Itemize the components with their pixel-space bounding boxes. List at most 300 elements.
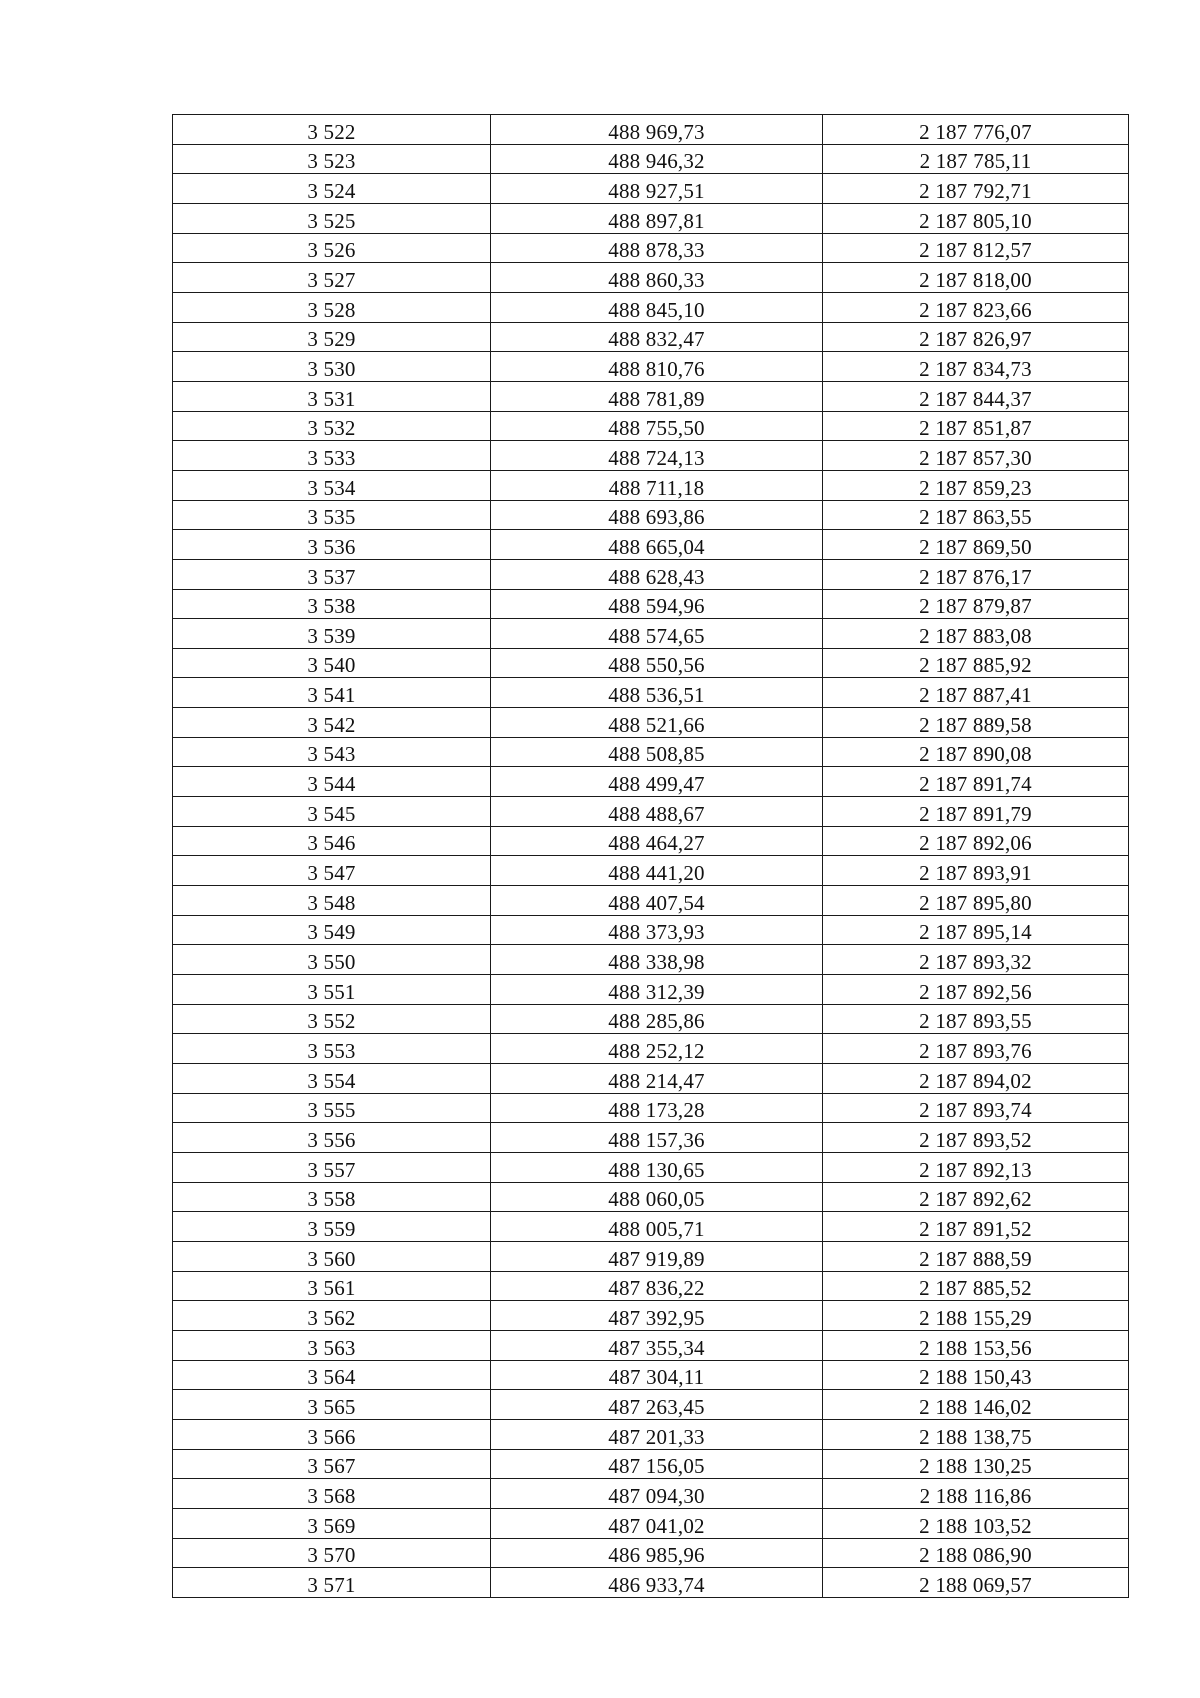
- x-coordinate-cell: [491, 322, 823, 352]
- cell-text: 3 555: [307, 1098, 356, 1123]
- table-row: [173, 1271, 1129, 1301]
- y-coordinate-cell: [823, 144, 1129, 174]
- x-coordinate-cell: [491, 1419, 823, 1449]
- cell-text: 2 188 155,29: [919, 1305, 1032, 1330]
- table-row: [173, 1212, 1129, 1242]
- cell-text: 2 187 893,91: [919, 861, 1032, 886]
- cell-text: 3 534: [307, 475, 356, 500]
- cell-text: 3 567: [307, 1454, 356, 1479]
- point-number-cell: [173, 856, 491, 886]
- cell-text: 3 565: [307, 1394, 356, 1419]
- table-row: [173, 441, 1129, 471]
- table-row: [173, 1419, 1129, 1449]
- cell-text: 488 407,54: [608, 890, 705, 915]
- y-coordinate-cell: [823, 500, 1129, 530]
- y-coordinate-cell: [823, 886, 1129, 916]
- point-number-cell: [173, 263, 491, 293]
- cell-text: 488 550,56: [608, 653, 705, 678]
- table-row: [173, 1123, 1129, 1153]
- point-number-cell: [173, 1390, 491, 1420]
- x-coordinate-cell: [491, 1182, 823, 1212]
- cell-text: 486 985,96: [608, 1543, 705, 1568]
- table-row: [173, 203, 1129, 233]
- x-coordinate-cell: [491, 1034, 823, 1064]
- y-coordinate-cell: [823, 856, 1129, 886]
- cell-text: 2 187 887,41: [919, 683, 1032, 708]
- cell-text: 3 537: [307, 564, 356, 589]
- y-coordinate-cell: [823, 619, 1129, 649]
- cell-text: 3 529: [307, 327, 356, 352]
- cell-text: 487 355,34: [608, 1335, 705, 1360]
- x-coordinate-cell: [491, 797, 823, 827]
- cell-text: 2 187 863,55: [919, 505, 1032, 530]
- cell-text: 2 187 892,56: [919, 979, 1032, 1004]
- cell-text: 487 919,89: [608, 1246, 705, 1271]
- y-coordinate-cell: [823, 1182, 1129, 1212]
- cell-text: 3 566: [307, 1424, 356, 1449]
- point-number-cell: [173, 1034, 491, 1064]
- cell-text: 2 187 826,97: [919, 327, 1032, 352]
- cell-text: 2 187 883,08: [919, 623, 1032, 648]
- table-row: [173, 352, 1129, 382]
- y-coordinate-cell: [823, 115, 1129, 145]
- table-row: [173, 263, 1129, 293]
- cell-text: 2 187 890,08: [919, 742, 1032, 767]
- cell-text: 488 594,96: [608, 594, 705, 619]
- cell-text: 3 543: [307, 742, 356, 767]
- cell-text: 488 488,67: [608, 801, 705, 826]
- cell-text: 488 060,05: [608, 1187, 705, 1212]
- cell-text: 488 373,93: [608, 920, 705, 945]
- cell-text: 3 526: [307, 238, 356, 263]
- y-coordinate-cell: [823, 1508, 1129, 1538]
- y-coordinate-cell: [823, 1241, 1129, 1271]
- table-row: [173, 1360, 1129, 1390]
- cell-text: 2 187 785,11: [919, 149, 1032, 174]
- cell-text: 2 187 895,80: [919, 890, 1032, 915]
- table-row: [173, 886, 1129, 916]
- x-coordinate-cell: [491, 381, 823, 411]
- y-coordinate-cell: [823, 203, 1129, 233]
- y-coordinate-cell: [823, 322, 1129, 352]
- cell-text: 2 187 859,23: [919, 475, 1032, 500]
- cell-text: 488 441,20: [608, 861, 705, 886]
- cell-text: 3 538: [307, 594, 356, 619]
- table-row: [173, 678, 1129, 708]
- x-coordinate-cell: [491, 826, 823, 856]
- cell-text: 2 187 885,52: [919, 1276, 1032, 1301]
- cell-text: 488 897,81: [608, 208, 705, 233]
- x-coordinate-cell: [491, 1064, 823, 1094]
- y-coordinate-cell: [823, 708, 1129, 738]
- point-number-cell: [173, 1152, 491, 1182]
- cell-text: 2 187 876,17: [919, 564, 1032, 589]
- y-coordinate-cell: [823, 737, 1129, 767]
- cell-text: 2 187 889,58: [919, 712, 1032, 737]
- point-number-cell: [173, 1182, 491, 1212]
- point-number-cell: [173, 1330, 491, 1360]
- table-row: [173, 1093, 1129, 1123]
- y-coordinate-cell: [823, 826, 1129, 856]
- table-row: [173, 174, 1129, 204]
- cell-text: 487 156,05: [608, 1454, 705, 1479]
- cell-text: 488 628,43: [608, 564, 705, 589]
- table-row: [173, 945, 1129, 975]
- point-number-cell: [173, 1301, 491, 1331]
- cell-text: 3 522: [307, 119, 356, 144]
- table-row: [173, 411, 1129, 441]
- point-number-cell: [173, 648, 491, 678]
- x-coordinate-cell: [491, 144, 823, 174]
- cell-text: 488 285,86: [608, 1009, 705, 1034]
- cell-text: 3 560: [307, 1246, 356, 1271]
- point-number-cell: [173, 1449, 491, 1479]
- y-coordinate-cell: [823, 1034, 1129, 1064]
- cell-text: 2 188 069,57: [919, 1572, 1032, 1597]
- cell-text: 487 041,02: [608, 1513, 705, 1538]
- x-coordinate-cell: [491, 352, 823, 382]
- x-coordinate-cell: [491, 1004, 823, 1034]
- table-row: [173, 530, 1129, 560]
- cell-text: 2 188 153,56: [919, 1335, 1032, 1360]
- cell-text: 2 187 869,50: [919, 534, 1032, 559]
- x-coordinate-cell: [491, 115, 823, 145]
- cell-text: 488 755,50: [608, 416, 705, 441]
- point-number-cell: [173, 708, 491, 738]
- point-number-cell: [173, 1568, 491, 1598]
- cell-text: 3 525: [307, 208, 356, 233]
- cell-text: 488 338,98: [608, 950, 705, 975]
- cell-text: 3 551: [307, 979, 356, 1004]
- x-coordinate-cell: [491, 1360, 823, 1390]
- table-row: [173, 1004, 1129, 1034]
- cell-text: 3 546: [307, 831, 356, 856]
- x-coordinate-cell: [491, 1271, 823, 1301]
- x-coordinate-cell: [491, 619, 823, 649]
- cell-text: 3 541: [307, 683, 356, 708]
- y-coordinate-cell: [823, 233, 1129, 263]
- x-coordinate-cell: [491, 1508, 823, 1538]
- y-coordinate-cell: [823, 1568, 1129, 1598]
- cell-text: 3 527: [307, 267, 356, 292]
- cell-text: 487 836,22: [608, 1276, 705, 1301]
- point-number-cell: [173, 797, 491, 827]
- point-number-cell: [173, 411, 491, 441]
- cell-text: 488 665,04: [608, 534, 705, 559]
- point-number-cell: [173, 500, 491, 530]
- cell-text: 3 571: [307, 1572, 356, 1597]
- cell-text: 488 214,47: [608, 1068, 705, 1093]
- table-row: [173, 589, 1129, 619]
- cell-text: 3 535: [307, 505, 356, 530]
- point-number-cell: [173, 115, 491, 145]
- y-coordinate-cell: [823, 530, 1129, 560]
- table-row: [173, 797, 1129, 827]
- cell-text: 3 556: [307, 1127, 356, 1152]
- x-coordinate-cell: [491, 886, 823, 916]
- cell-text: 2 187 893,74: [919, 1098, 1032, 1123]
- x-coordinate-cell: [491, 203, 823, 233]
- point-number-cell: [173, 322, 491, 352]
- cell-text: 3 554: [307, 1068, 356, 1093]
- cell-text: 488 499,47: [608, 772, 705, 797]
- x-coordinate-cell: [491, 1568, 823, 1598]
- cell-text: 2 187 792,71: [919, 178, 1032, 203]
- point-number-cell: [173, 975, 491, 1005]
- table-row: [173, 322, 1129, 352]
- table-row: [173, 975, 1129, 1005]
- y-coordinate-cell: [823, 915, 1129, 945]
- cell-text: 488 711,18: [608, 475, 705, 500]
- y-coordinate-cell: [823, 1479, 1129, 1509]
- y-coordinate-cell: [823, 381, 1129, 411]
- y-coordinate-cell: [823, 1093, 1129, 1123]
- cell-text: 3 523: [307, 149, 356, 174]
- cell-text: 2 187 892,13: [919, 1157, 1032, 1182]
- cell-text: 3 544: [307, 772, 356, 797]
- y-coordinate-cell: [823, 1360, 1129, 1390]
- point-number-cell: [173, 737, 491, 767]
- y-coordinate-cell: [823, 1064, 1129, 1094]
- x-coordinate-cell: [491, 1330, 823, 1360]
- x-coordinate-cell: [491, 500, 823, 530]
- cell-text: 488 312,39: [608, 979, 705, 1004]
- y-coordinate-cell: [823, 797, 1129, 827]
- point-number-cell: [173, 678, 491, 708]
- cell-text: 2 188 086,90: [919, 1543, 1032, 1568]
- x-coordinate-cell: [491, 1449, 823, 1479]
- cell-text: 3 557: [307, 1157, 356, 1182]
- cell-text: 2 187 879,87: [919, 594, 1032, 619]
- cell-text: 3 542: [307, 712, 356, 737]
- coordinates-table-body: [173, 115, 1129, 1598]
- cell-text: 487 392,95: [608, 1305, 705, 1330]
- point-number-cell: [173, 144, 491, 174]
- table-row: [173, 915, 1129, 945]
- cell-text: 488 157,36: [608, 1127, 705, 1152]
- point-number-cell: [173, 1271, 491, 1301]
- cell-text: 3 533: [307, 445, 356, 470]
- y-coordinate-cell: [823, 648, 1129, 678]
- table-row: [173, 737, 1129, 767]
- y-coordinate-cell: [823, 470, 1129, 500]
- x-coordinate-cell: [491, 1301, 823, 1331]
- y-coordinate-cell: [823, 678, 1129, 708]
- table-row: [173, 1152, 1129, 1182]
- cell-text: 2 188 103,52: [919, 1513, 1032, 1538]
- table-row: [173, 470, 1129, 500]
- cell-text: 2 187 893,52: [919, 1127, 1032, 1152]
- table-row: [173, 826, 1129, 856]
- cell-text: 3 568: [307, 1483, 356, 1508]
- point-number-cell: [173, 1004, 491, 1034]
- x-coordinate-cell: [491, 559, 823, 589]
- x-coordinate-cell: [491, 470, 823, 500]
- cell-text: 3 564: [307, 1365, 356, 1390]
- cell-text: 3 524: [307, 178, 356, 203]
- point-number-cell: [173, 1123, 491, 1153]
- table-row: [173, 144, 1129, 174]
- y-coordinate-cell: [823, 352, 1129, 382]
- cell-text: 488 845,10: [608, 297, 705, 322]
- x-coordinate-cell: [491, 767, 823, 797]
- y-coordinate-cell: [823, 559, 1129, 589]
- cell-text: 2 187 895,14: [919, 920, 1032, 945]
- point-number-cell: [173, 1479, 491, 1509]
- x-coordinate-cell: [491, 411, 823, 441]
- cell-text: 2 188 146,02: [919, 1394, 1032, 1419]
- table-row: [173, 1241, 1129, 1271]
- cell-text: 2 187 893,32: [919, 950, 1032, 975]
- y-coordinate-cell: [823, 975, 1129, 1005]
- table-row: [173, 1538, 1129, 1568]
- cell-text: 2 187 894,02: [919, 1068, 1032, 1093]
- cell-text: 2 187 892,62: [919, 1187, 1032, 1212]
- point-number-cell: [173, 203, 491, 233]
- x-coordinate-cell: [491, 708, 823, 738]
- cell-text: 3 528: [307, 297, 356, 322]
- x-coordinate-cell: [491, 1212, 823, 1242]
- point-number-cell: [173, 1508, 491, 1538]
- cell-text: 3 570: [307, 1543, 356, 1568]
- cell-text: 487 304,11: [608, 1365, 705, 1390]
- x-coordinate-cell: [491, 975, 823, 1005]
- table-row: [173, 381, 1129, 411]
- x-coordinate-cell: [491, 648, 823, 678]
- x-coordinate-cell: [491, 263, 823, 293]
- x-coordinate-cell: [491, 292, 823, 322]
- cell-text: 3 540: [307, 653, 356, 678]
- cell-text: 3 545: [307, 801, 356, 826]
- point-number-cell: [173, 619, 491, 649]
- point-number-cell: [173, 1064, 491, 1094]
- cell-text: 2 187 893,76: [919, 1039, 1032, 1063]
- point-number-cell: [173, 381, 491, 411]
- x-coordinate-cell: [491, 174, 823, 204]
- cell-text: 3 561: [307, 1276, 356, 1301]
- y-coordinate-cell: [823, 1123, 1129, 1153]
- y-coordinate-cell: [823, 767, 1129, 797]
- y-coordinate-cell: [823, 1301, 1129, 1331]
- cell-text: 3 548: [307, 890, 356, 915]
- cell-text: 3 549: [307, 920, 356, 945]
- y-coordinate-cell: [823, 441, 1129, 471]
- point-number-cell: [173, 767, 491, 797]
- x-coordinate-cell: [491, 915, 823, 945]
- cell-text: 488 005,71: [608, 1216, 705, 1241]
- cell-text: 3 536: [307, 534, 356, 559]
- cell-text: 488 536,51: [608, 683, 705, 708]
- cell-text: 3 550: [307, 950, 356, 975]
- point-number-cell: [173, 1093, 491, 1123]
- point-number-cell: [173, 233, 491, 263]
- table-row: [173, 233, 1129, 263]
- point-number-cell: [173, 915, 491, 945]
- cell-text: 488 508,85: [608, 742, 705, 767]
- point-number-cell: [173, 530, 491, 560]
- cell-text: 3 539: [307, 623, 356, 648]
- x-coordinate-cell: [491, 737, 823, 767]
- cell-text: 488 724,13: [608, 445, 705, 470]
- point-number-cell: [173, 886, 491, 916]
- cell-text: 3 558: [307, 1187, 356, 1212]
- point-number-cell: [173, 1241, 491, 1271]
- x-coordinate-cell: [491, 1538, 823, 1568]
- y-coordinate-cell: [823, 1152, 1129, 1182]
- cell-text: 3 547: [307, 861, 356, 886]
- x-coordinate-cell: [491, 1093, 823, 1123]
- cell-text: 3 530: [307, 356, 356, 381]
- cell-text: 488 574,65: [608, 623, 705, 648]
- table-row: [173, 500, 1129, 530]
- cell-text: 2 187 857,30: [919, 445, 1032, 470]
- cell-text: 2 188 138,75: [919, 1424, 1032, 1449]
- cell-text: 488 860,33: [608, 267, 705, 292]
- point-number-cell: [173, 174, 491, 204]
- cell-text: 2 187 818,00: [919, 267, 1032, 292]
- x-coordinate-cell: [491, 1152, 823, 1182]
- point-number-cell: [173, 1212, 491, 1242]
- x-coordinate-cell: [491, 589, 823, 619]
- x-coordinate-cell: [491, 530, 823, 560]
- y-coordinate-cell: [823, 1538, 1129, 1568]
- y-coordinate-cell: [823, 174, 1129, 204]
- point-number-cell: [173, 559, 491, 589]
- cell-text: 2 187 891,79: [919, 801, 1032, 826]
- table-row: [173, 1301, 1129, 1331]
- point-number-cell: [173, 441, 491, 471]
- y-coordinate-cell: [823, 411, 1129, 441]
- x-coordinate-cell: [491, 1479, 823, 1509]
- cell-text: 2 188 150,43: [919, 1365, 1032, 1390]
- cell-text: 2 188 130,25: [919, 1454, 1032, 1479]
- y-coordinate-cell: [823, 589, 1129, 619]
- x-coordinate-cell: [491, 945, 823, 975]
- cell-text: 3 563: [307, 1335, 356, 1360]
- point-number-cell: [173, 470, 491, 500]
- y-coordinate-cell: [823, 1271, 1129, 1301]
- cell-text: 3 562: [307, 1305, 356, 1330]
- cell-text: 488 464,27: [608, 831, 705, 856]
- x-coordinate-cell: [491, 856, 823, 886]
- cell-text: 3 569: [307, 1513, 356, 1538]
- cell-text: 487 094,30: [608, 1483, 705, 1508]
- y-coordinate-cell: [823, 1004, 1129, 1034]
- cell-text: 2 187 776,07: [919, 119, 1032, 144]
- cell-text: 2 187 888,59: [919, 1246, 1032, 1271]
- table-row: [173, 1568, 1129, 1598]
- cell-text: 488 521,66: [608, 712, 705, 737]
- cell-text: 488 878,33: [608, 238, 705, 263]
- table-row: [173, 1449, 1129, 1479]
- cell-text: 488 810,76: [608, 356, 705, 381]
- cell-text: 2 187 823,66: [919, 297, 1032, 322]
- cell-text: 3 531: [307, 386, 356, 411]
- y-coordinate-cell: [823, 1419, 1129, 1449]
- cell-text: 2 187 885,92: [919, 653, 1032, 678]
- x-coordinate-cell: [491, 1390, 823, 1420]
- y-coordinate-cell: [823, 1330, 1129, 1360]
- cell-text: 3 532: [307, 416, 356, 441]
- x-coordinate-cell: [491, 441, 823, 471]
- table-row: [173, 708, 1129, 738]
- x-coordinate-cell: [491, 678, 823, 708]
- point-number-cell: [173, 826, 491, 856]
- cell-text: 487 201,33: [608, 1424, 705, 1449]
- cell-text: 488 946,32: [608, 149, 705, 174]
- cell-text: 488 130,65: [608, 1157, 705, 1182]
- y-coordinate-cell: [823, 1390, 1129, 1420]
